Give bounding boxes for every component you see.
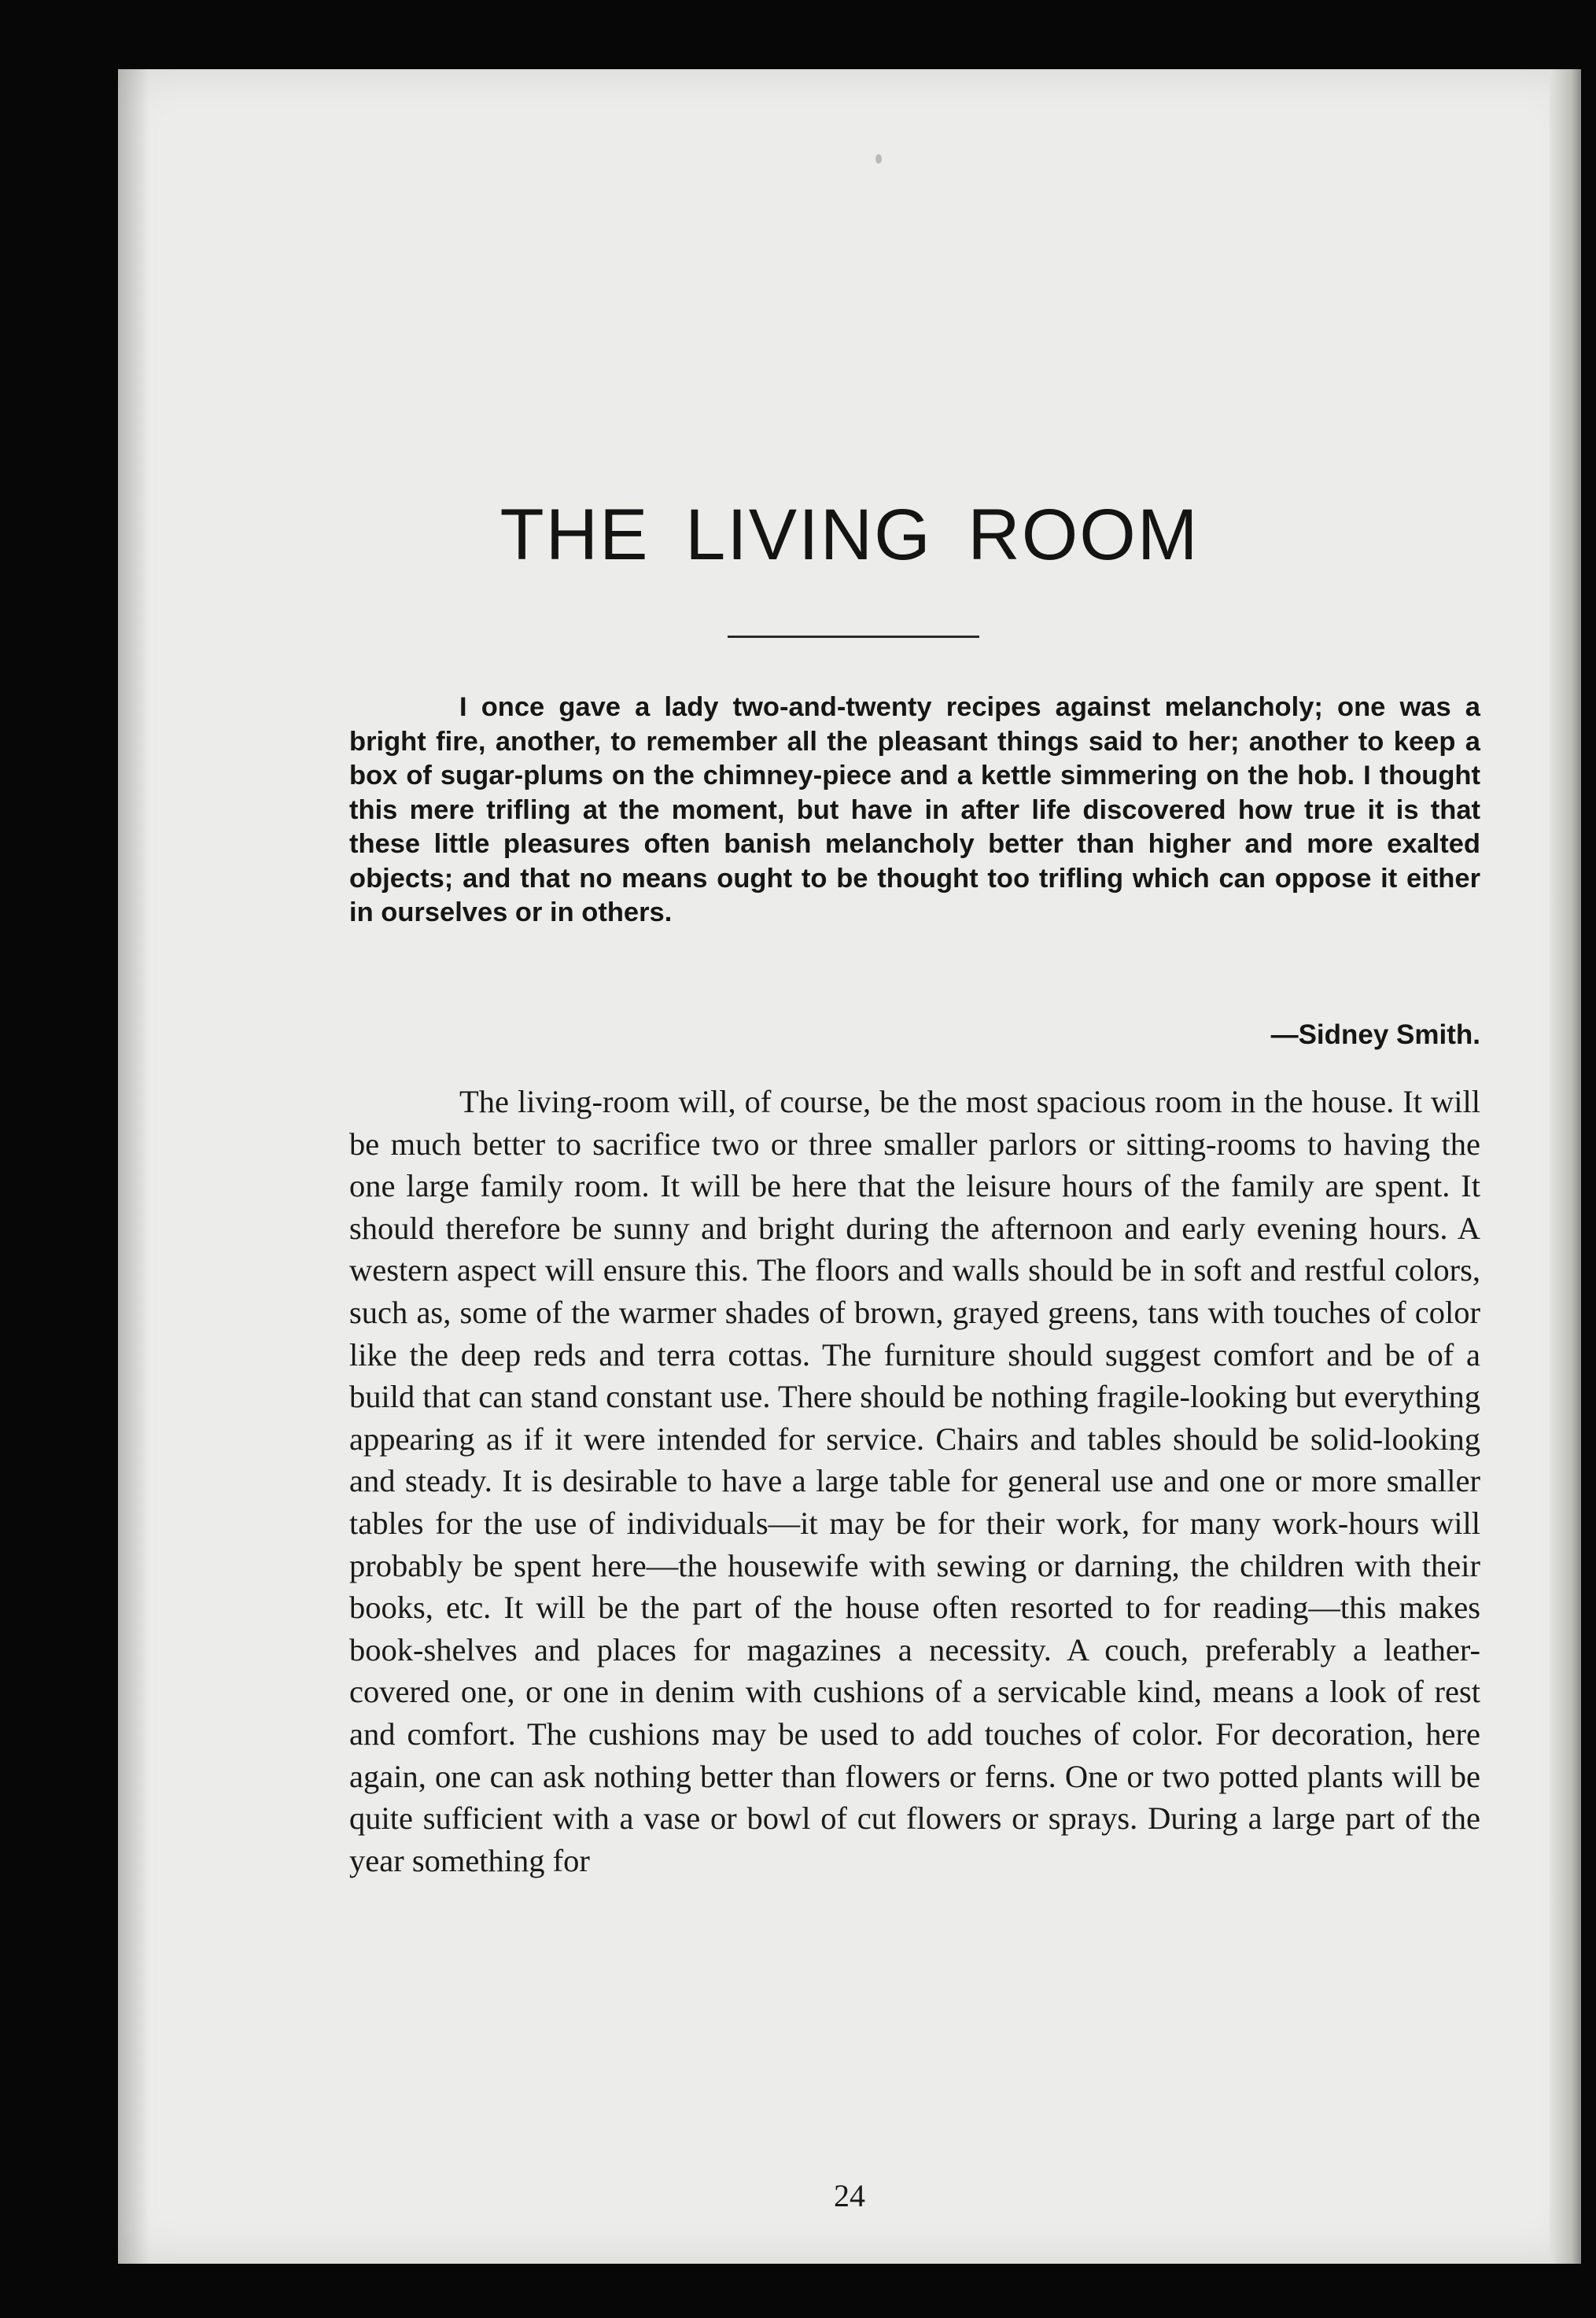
gutter-shadow <box>118 69 149 2264</box>
epigraph-quote: I once gave a lady two-and-twenty recipes against melancholy; one was a bright fire, another, to remember all the pleasant things said to her; another to keep a box of sugar-plums on the chimney-piece and a kettle simmering on the hob. I thought this mere trifling at the moment, but have in after life discovered how true it is that these little pleasures often banish melancholy better than higher and more exalted objects; and that no means ought to be thought too trifling which can oppose it either in ourselves or in others. <box>349 692 1480 927</box>
dust-speck <box>875 154 882 164</box>
chapter-title: THE LIVING ROOM <box>499 495 1200 575</box>
page-number: 24 <box>834 2178 865 2213</box>
book-page <box>118 69 1581 2264</box>
body-paragraph: The living-room will, of course, be the most spacious room in the house. It will be much better to sacrifice two or three smaller parlors or sitting-rooms to having the one large family room. It will be here that the leisure hours of the family are spent. It should therefore be sunny and bright during the afternoon and early evening hours. A western aspect will ensure this. The floors and walls should be in soft and restful colors, such as, some of the warmer shades of brown, grayed greens, tans with touches of color like the deep reds and terra cottas. The furniture should suggest comfort and be of a build that can stand constant use. There should be nothing fragile-looking but everything appearing as if it were intended for service. Chairs and tables should be solid-looking and steady. It is desirable to have a large table for general use and one or more smaller tables for the use of individuals—it may be for their work, for many work-hours will probably be spent here—the housewife with sewing or darning, the children with their books, etc. It will be the part of the house often resorted to for reading—this makes book-shelves and places for magazines a necessity. A couch, preferably a leather-covered one, or one in denim with cushions of a servicable kind, means a look of rest and comfort. The cushions may be used to add touches of color. For decoration, here again, one can ask nothing better than flowers or ferns. One or two potted plants will be quite sufficient with a vase or bowl of cut flowers or sprays. During a large part of the year something for <box>349 1084 1480 1878</box>
title-divider <box>728 636 979 638</box>
epigraph-attribution: —Sidney Smith. <box>1270 1019 1480 1050</box>
page-edge <box>1550 69 1581 2264</box>
